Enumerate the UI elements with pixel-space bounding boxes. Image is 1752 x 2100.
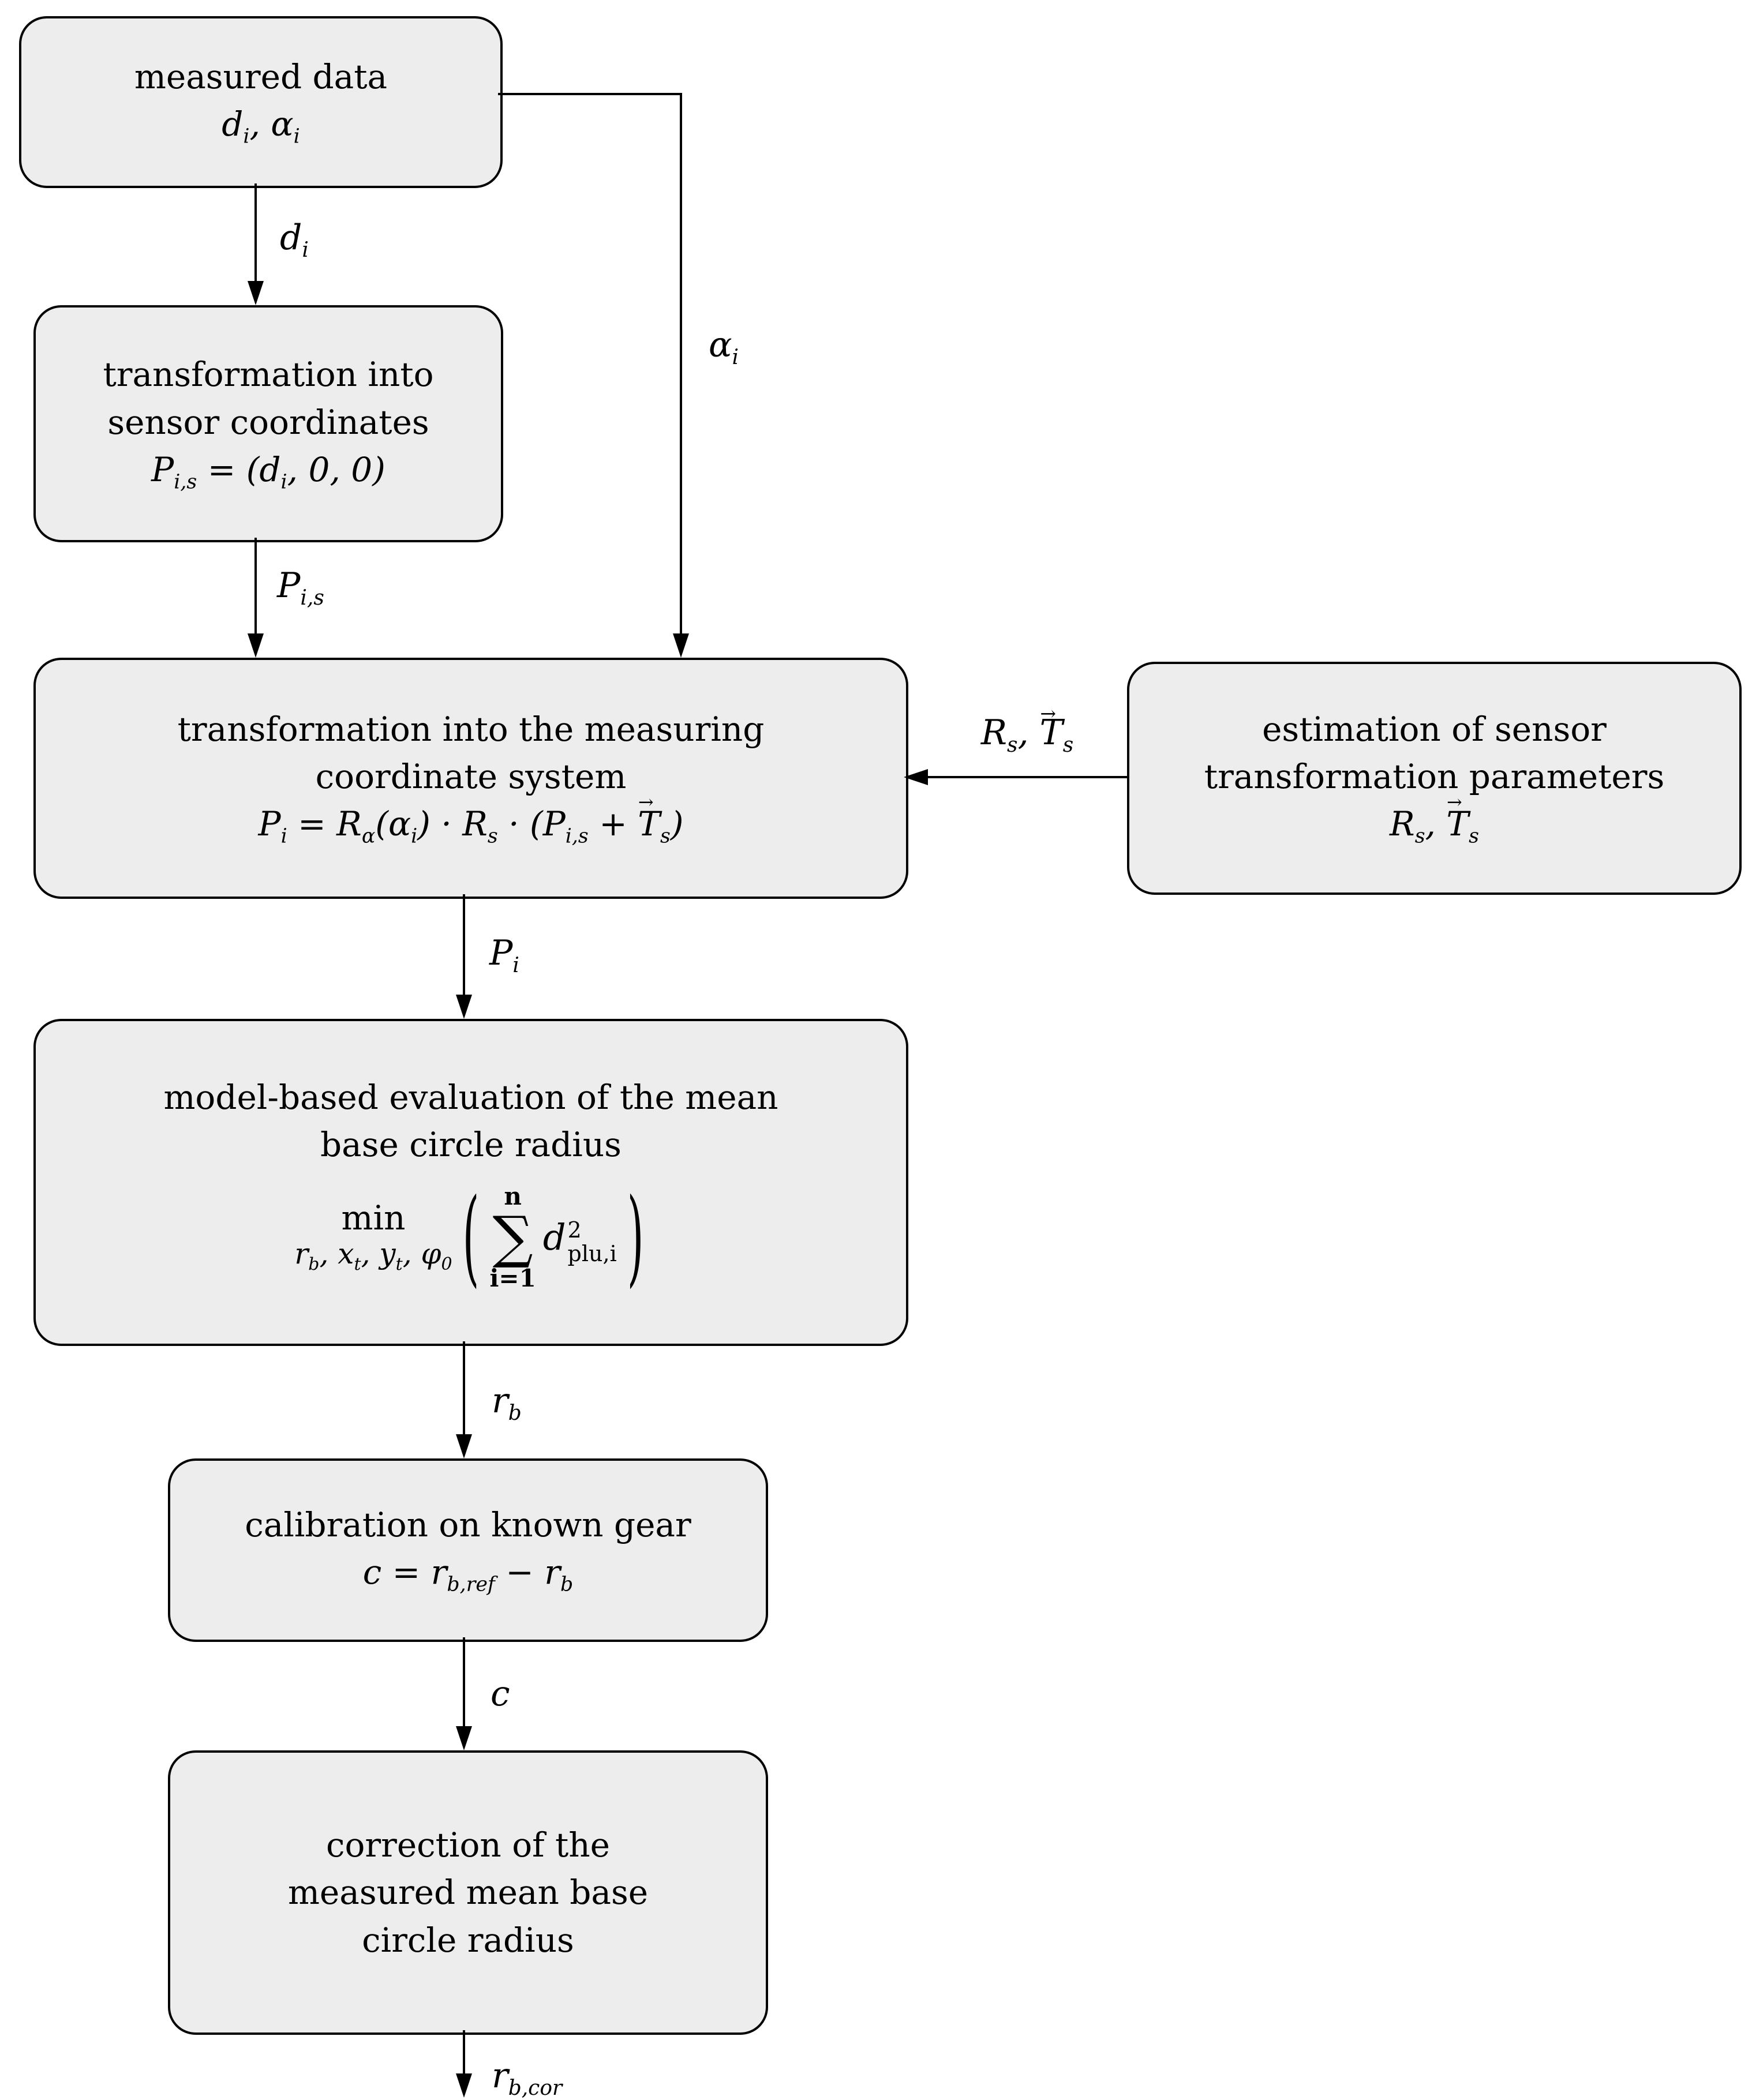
- node-calibration: [168, 1458, 768, 1642]
- node-estimation-formula: $R_s$, $T \to_s$: [1390, 800, 1479, 851]
- sum-argument-base: d: [542, 1216, 566, 1258]
- connector-sensor-to-measuring: [254, 538, 257, 633]
- min-operator: [294, 1198, 452, 1275]
- node-estimation-text1: estimation of sensor: [1262, 709, 1607, 749]
- close-paren: ): [627, 1176, 644, 1299]
- node-sensor-coordinates: [33, 305, 503, 542]
- connector-alpha-branch-vertical: [680, 93, 682, 633]
- node-correction-text1: correction of the: [325, 1825, 611, 1865]
- arrowhead-sensor-to-measuring-icon: [248, 633, 264, 658]
- node-sensor-coordinates-text1: transformation into: [103, 355, 434, 395]
- node-model-evaluation-text1: model-based evaluation of the mean: [163, 1078, 778, 1118]
- node-sensor-coordinates-text2: sensor coordinates: [107, 402, 429, 442]
- node-calibration-text: calibration on known gear: [245, 1505, 691, 1544]
- node-estimation-parameters: [1127, 662, 1742, 895]
- node-correction-text3: circle radius: [362, 1920, 574, 1960]
- node-model-evaluation-text2: base circle radius: [320, 1125, 622, 1165]
- node-measuring-coordinate-system: [33, 658, 908, 899]
- edge-label-di: $d_i$: [280, 217, 309, 262]
- sum-argument-sup: 2: [567, 1217, 582, 1243]
- node-measured-data-formula: $d_i$, $\alpha_i$: [222, 104, 300, 148]
- edge-label-pis: $P_{i,s}$: [277, 565, 324, 610]
- connector-measured-to-sensor: [254, 183, 257, 281]
- node-correction: [168, 1750, 768, 2035]
- edge-label-rb: $r_b$: [492, 1381, 522, 1425]
- sigma-icon: ∑: [492, 1204, 533, 1270]
- connector-estimation-to-measuring: [928, 776, 1127, 778]
- connector-alpha-branch-horizontal: [498, 93, 682, 95]
- min-word: min: [341, 1198, 406, 1238]
- sum-argument: [542, 1214, 617, 1266]
- edge-label-rbcor: $r_{b,cor}$: [492, 2056, 563, 2100]
- summation: [489, 1184, 536, 1291]
- edge-label-alphai: $\alpha_i$: [709, 325, 739, 369]
- min-subscript: $r_b$, $x_t$, $y_t$, $\varphi_0$: [294, 1237, 452, 1275]
- connector-calibration-to-correction: [463, 1637, 465, 1726]
- node-measured-data: [19, 16, 503, 188]
- node-measured-data-text: measured data: [134, 57, 388, 96]
- node-measuring-system-text2: coordinate system: [315, 757, 627, 796]
- min-formula: [294, 1176, 647, 1299]
- arrowhead-measured-to-sensor-icon: [248, 281, 264, 305]
- arrowhead-correction-to-output-icon: [456, 2073, 472, 2098]
- arrowhead-calibration-to-correction-icon: [456, 1726, 472, 1750]
- connector-model-to-calibration: [463, 1341, 465, 1434]
- sum-argument-scripts: [568, 1218, 617, 1266]
- node-correction-text2: measured mean base: [287, 1873, 649, 1912]
- node-model-evaluation: [33, 1019, 908, 1346]
- sum-upper-limit: n: [504, 1182, 522, 1210]
- arrowhead-alpha-branch-icon: [673, 633, 689, 658]
- node-estimation-text2: transformation parameters: [1204, 757, 1665, 796]
- arrowhead-estimation-to-measuring-icon: [904, 769, 928, 785]
- edge-label-pi: $P_i$: [489, 933, 519, 977]
- node-sensor-coordinates-formula: $P_{i,s} = (d_i$, 0, 0): [151, 449, 385, 494]
- edge-label-c: c: [491, 1674, 510, 1714]
- node-calibration-formula: $c = r_{b,ref} - r_b$: [362, 1552, 574, 1596]
- sum-lower-limit: i=1: [489, 1263, 536, 1292]
- node-measuring-system-text1: transformation into the measuring: [177, 709, 765, 749]
- arrowhead-model-to-calibration-icon: [456, 1434, 472, 1458]
- edge-label-rsts: $R_s$, $T \to_s$: [944, 715, 1111, 756]
- open-paren: (: [462, 1176, 480, 1299]
- connector-correction-to-output: [463, 2030, 465, 2073]
- arrowhead-measuring-to-model-icon: [456, 995, 472, 1019]
- node-measuring-system-formula: $P_i = R_\alpha(\alpha_i) \cdot R_s \cdot (P_{i,s} + T \to_s)$: [259, 800, 684, 851]
- sum-argument-sub: plu,i: [567, 1240, 617, 1266]
- connector-measuring-to-model: [463, 894, 465, 995]
